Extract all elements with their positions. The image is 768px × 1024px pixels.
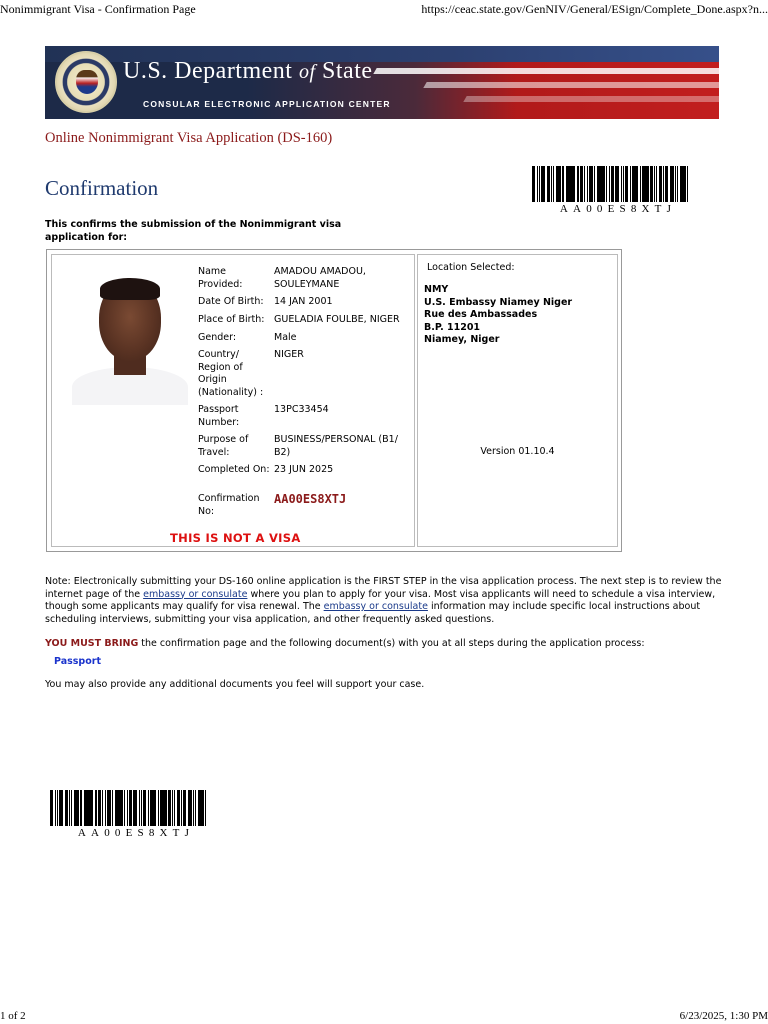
barcode-bar — [659, 166, 662, 202]
barcode-bar — [665, 166, 668, 202]
barcode-bar — [71, 790, 72, 826]
photo-hair — [100, 278, 160, 300]
barcode-bar — [98, 790, 101, 826]
page-title: Confirmation — [45, 176, 159, 200]
applicant-photo — [62, 265, 192, 405]
field-label: Date Of Birth: — [198, 296, 264, 307]
barcode-bar — [644, 166, 648, 202]
barcode-text: AA00ES8XTJ — [77, 827, 195, 839]
barcode-bar — [625, 166, 628, 202]
flag-stripe — [423, 82, 719, 88]
field-label: Name Provided: — [198, 266, 243, 290]
location-address — [424, 284, 572, 347]
barcode-bar — [74, 790, 77, 826]
barcode-bar — [188, 790, 192, 826]
barcode-bar — [611, 166, 614, 202]
barcode-bar — [547, 166, 550, 202]
barcode-bar — [566, 166, 570, 202]
barcode-bar — [95, 790, 98, 826]
note-text: Note: Electronically submitting your DS-160 online application is the FIRST STEP in the visa application process. The next step is to review the internet page of the — [45, 576, 722, 600]
application-title: Online Nonimmigrant Visa Application (DS-160) — [45, 130, 333, 146]
barcode-bar — [602, 166, 605, 202]
department-of-state-seal-icon — [55, 51, 117, 113]
barcode-bar — [129, 790, 132, 826]
location-code: NMY — [424, 284, 449, 295]
print-header — [0, 0, 768, 18]
additional-documents-text: You may also provide any additional documents you feel will support your case. — [45, 679, 425, 690]
field-label: Country/ Region of Origin (Nationality) : — [198, 349, 264, 398]
barcode-bar — [606, 166, 607, 202]
barcode-bar — [107, 790, 111, 826]
flag-stripe — [373, 68, 719, 74]
field-value: 14 JAN 2001 — [274, 296, 333, 307]
barcode-bar — [84, 790, 88, 826]
embassy-consulate-link[interactable]: embassy or consulate — [323, 601, 428, 613]
print-datetime: 6/23/2025, 1:30 PM — [679, 1010, 768, 1022]
field-value: BUSINESS/PERSONAL (B1/ B2) — [274, 434, 398, 458]
barcode-bar — [177, 790, 180, 826]
field-label: Confirmation No: — [198, 493, 260, 517]
must-bring-paragraph — [45, 638, 725, 651]
barcode-bar — [102, 790, 103, 826]
applicant-card — [46, 249, 622, 552]
note-paragraph — [45, 576, 725, 626]
must-bring-label: YOU MUST BRING — [45, 638, 139, 649]
required-document: Passport — [54, 656, 101, 667]
dept-suffix: State — [315, 58, 373, 84]
barcode-bar — [162, 790, 166, 826]
barcode-bar — [687, 166, 688, 202]
barcode-bar — [532, 166, 535, 202]
barcode-bar — [168, 790, 171, 826]
barcode-text: AA00ES8XTJ — [559, 203, 677, 215]
barcode-bar — [580, 166, 583, 202]
barcode-bar — [120, 790, 123, 826]
intro-text: This confirms the submission of the Nonimmigrant visa application for: — [45, 219, 342, 243]
barcode-bar — [153, 790, 156, 826]
barcode-bar — [635, 166, 638, 202]
dept-prefix: U.S. Department — [123, 58, 299, 84]
field-label: Place of Birth: — [198, 314, 265, 325]
barcode-bar — [683, 166, 686, 202]
barcode-bar — [680, 166, 683, 202]
eagle-icon — [76, 70, 98, 94]
applicant-details-panel — [51, 254, 415, 547]
barcode-bar — [597, 166, 601, 202]
location-line: Rue des Ambassades — [424, 309, 538, 320]
not-a-visa-warning: THIS IS NOT A VISA — [170, 531, 301, 545]
barcode-bar — [65, 790, 68, 826]
field-label: Gender: — [198, 332, 237, 343]
department-title — [123, 58, 373, 85]
location-line: Niamey, Niger — [424, 334, 500, 345]
barcode-bar — [594, 166, 595, 202]
barcode-bar — [562, 166, 565, 202]
field-value: Male — [274, 332, 297, 343]
location-label: Location Selected: — [427, 262, 515, 273]
location-line: U.S. Embassy Niamey Niger — [424, 296, 573, 308]
barcode-bar — [556, 166, 559, 202]
ceac-subtitle: CONSULAR ELECTRONIC APPLICATION CENTER — [143, 99, 391, 109]
barcode-bottom — [50, 790, 222, 839]
barcode-bar — [112, 790, 113, 826]
dept-of: of — [298, 61, 316, 83]
barcode-bar — [650, 166, 653, 202]
page-number: 1 of 2 — [0, 1010, 26, 1022]
note-text: information may include specific local instructions about scheduling interviews, submitting your visa application, and other frequently asked questions. — [45, 601, 701, 625]
field-label: Completed On: — [198, 464, 270, 475]
barcode-bar — [670, 166, 674, 202]
barcode-bar — [656, 166, 657, 202]
barcode-bar — [541, 166, 545, 202]
barcode-bar — [198, 790, 201, 826]
field-label: Purpose of Travel: — [198, 434, 249, 458]
barcode-bars — [50, 790, 222, 826]
barcode-bar — [91, 790, 92, 826]
barcode-bar — [589, 166, 593, 202]
field-value: GUELADIA FOULBE, NIGER — [274, 314, 400, 325]
barcode-top — [532, 166, 704, 215]
barcode-bar — [133, 790, 137, 826]
confirmation-number: AA00ES8XTJ — [274, 492, 347, 506]
barcode-bar — [150, 790, 153, 826]
embassy-consulate-link[interactable]: embassy or consulate — [143, 588, 248, 600]
barcode-bar — [80, 790, 83, 826]
barcode-bar — [124, 790, 125, 826]
barcode-bar — [553, 166, 554, 202]
print-url: https://ceac.state.gov/GenNIV/General/ESign/Complete_Done.aspx?n... — [421, 2, 768, 16]
barcode-bar — [143, 790, 146, 826]
field-value: AMADOU AMADOU, SOULEYMANE — [274, 266, 366, 290]
barcode-bar — [174, 790, 175, 826]
barcode-bar — [577, 166, 580, 202]
dos-banner — [45, 46, 719, 119]
location-line: B.P. 11201 — [424, 321, 481, 333]
barcode-bar — [50, 790, 53, 826]
barcode-bars — [532, 166, 704, 202]
barcode-bar — [632, 166, 635, 202]
barcode-bar — [584, 166, 585, 202]
barcode-bar — [59, 790, 63, 826]
note-text: where you plan to apply for your visa. Most visa applicants will need to schedule a visa interview, though some applicants may qualify for visa renewal. The — [45, 588, 716, 613]
field-value: 23 JUN 2025 — [274, 464, 334, 475]
barcode-bar — [615, 166, 619, 202]
barcode-bar — [195, 790, 196, 826]
barcode-bar — [115, 790, 119, 826]
field-label: Passport Number: — [198, 404, 240, 428]
barcode-bar — [677, 166, 678, 202]
print-page-title: Nonimmigrant Visa - Confirmation Page — [0, 2, 196, 16]
field-value: 13PC33454 — [274, 404, 329, 415]
barcode-bar — [573, 166, 574, 202]
location-panel — [417, 254, 618, 547]
field-value: NIGER — [274, 349, 304, 360]
barcode-bar — [205, 790, 206, 826]
version-text: Version 01.10.4 — [480, 446, 555, 457]
flag-stripe — [463, 96, 719, 102]
barcode-bar — [183, 790, 186, 826]
must-bring-text: the confirmation page and the following document(s) with you at all steps during the application process: — [138, 638, 645, 649]
barcode-bar — [201, 790, 204, 826]
